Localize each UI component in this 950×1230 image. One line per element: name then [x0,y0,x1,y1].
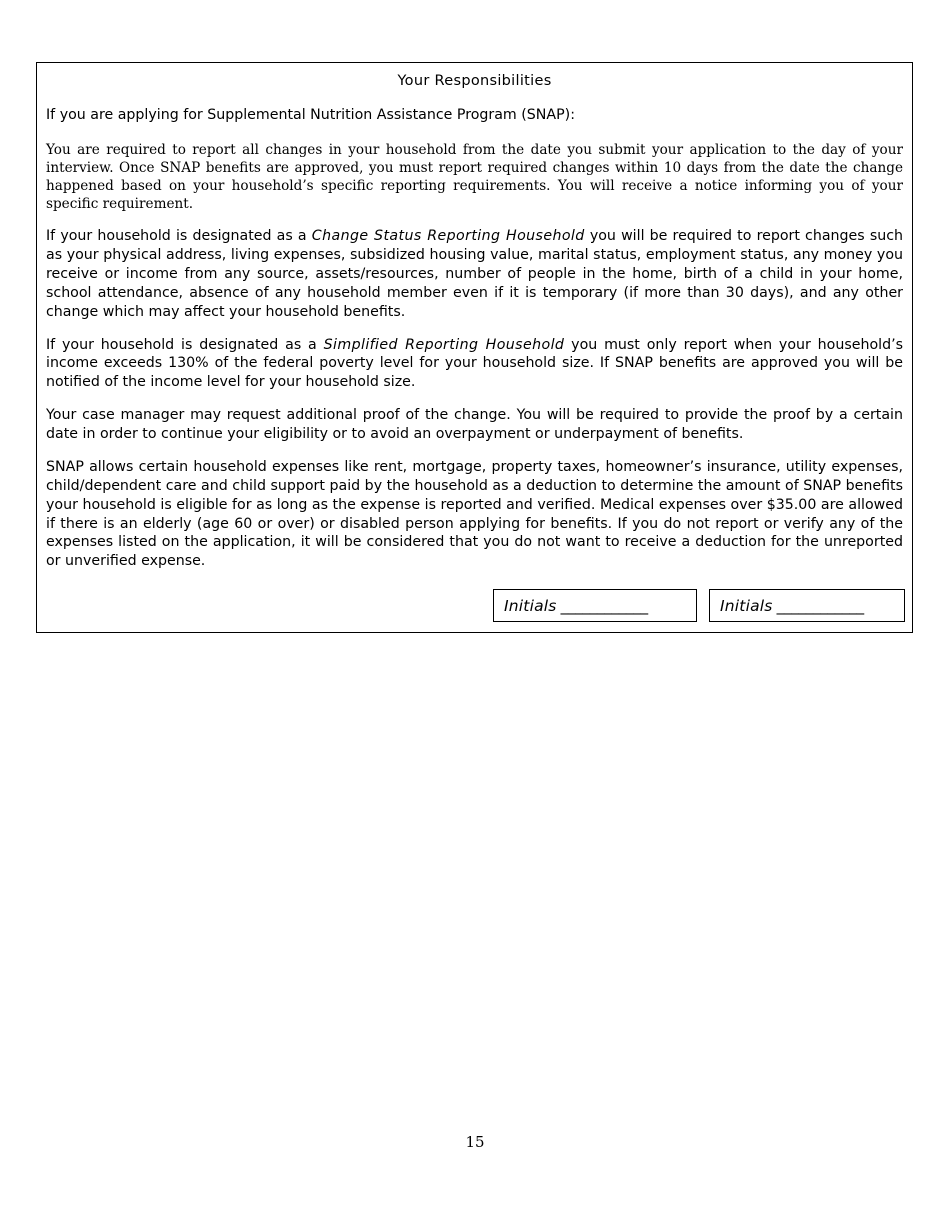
box-title: Your Responsibilities [397,73,552,89]
your-responsibilities-box [36,62,913,633]
case-manager-proof-paragraph: Your case manager may request additional proof of the change. You will be required to provide the proof by a certain date in order to continue your eligibility or to avoid an overpayment or underpayment of benefits. [46,407,903,443]
initials-label-2: Initials [720,596,773,615]
simplified-reporting-paragraph [44,336,905,393]
initials-field-1[interactable] [493,589,697,622]
change-status-post-text: you will be required to report changes such as your physical address, living expenses, subsidized housing value, marital status, employment status, any money you receive or income from any source, assets/resources, number of people in the home, birth of a child in your home, school attendance, absence of any household member even if it is temporary (if more than 30 days), and any other change which may affect your household benefits. [46,228,903,320]
initials-line-1: ____________ [560,596,648,615]
simplified-reporting-term: Simplified Reporting Household [323,336,565,353]
page-number: 15 [465,1133,485,1151]
change-status-reporting-paragraph [44,227,905,321]
initials-field-2[interactable] [709,589,905,622]
intro-paragraph: If you are applying for Supplemental Nutrition Assistance Program (SNAP): [46,107,575,123]
initials-line-2: ____________ [776,596,864,615]
change-status-term: Change Status Reporting Household [311,228,585,245]
simplified-post-text: you must only report when your household’s income exceeds 130% of the federal poverty level for your household size. If SNAP benefits are approved you will be notified of the income level for your household size. [46,336,903,391]
change-status-pre-text: If your household is designated as a [46,228,312,245]
snap-deductions-paragraph: SNAP allows certain household expenses like rent, mortgage, property taxes, homeowner’s insurance, utility expenses, child/dependent care and child support paid by the household as a deduction to determine the amount of SNAP benefits your household is eligible for as long as the expense is reported and verified. Medical expenses over $35.00 are allowed if there is an elderly (age 60 or over) or disabled person applying for benefits. If you do not report or verify any of the expenses listed on the application, it will be considered that you do not want to receive a deduction for the unreported or unverified expense. [46,458,903,570]
reporting-changes-paragraph: You are required to report all changes in your household from the date you submit your application to the day of your interview. Once SNAP benefits are approved, you must report required changes within 10 days from the date the change happened based on your household’s specific reporting requirements. You will receive a notice informing you of your specific requirement. [46,141,903,213]
initials-row [44,589,905,622]
initials-label-1: Initials [504,596,557,615]
simplified-pre-text: If your household is designated as a [46,336,324,353]
